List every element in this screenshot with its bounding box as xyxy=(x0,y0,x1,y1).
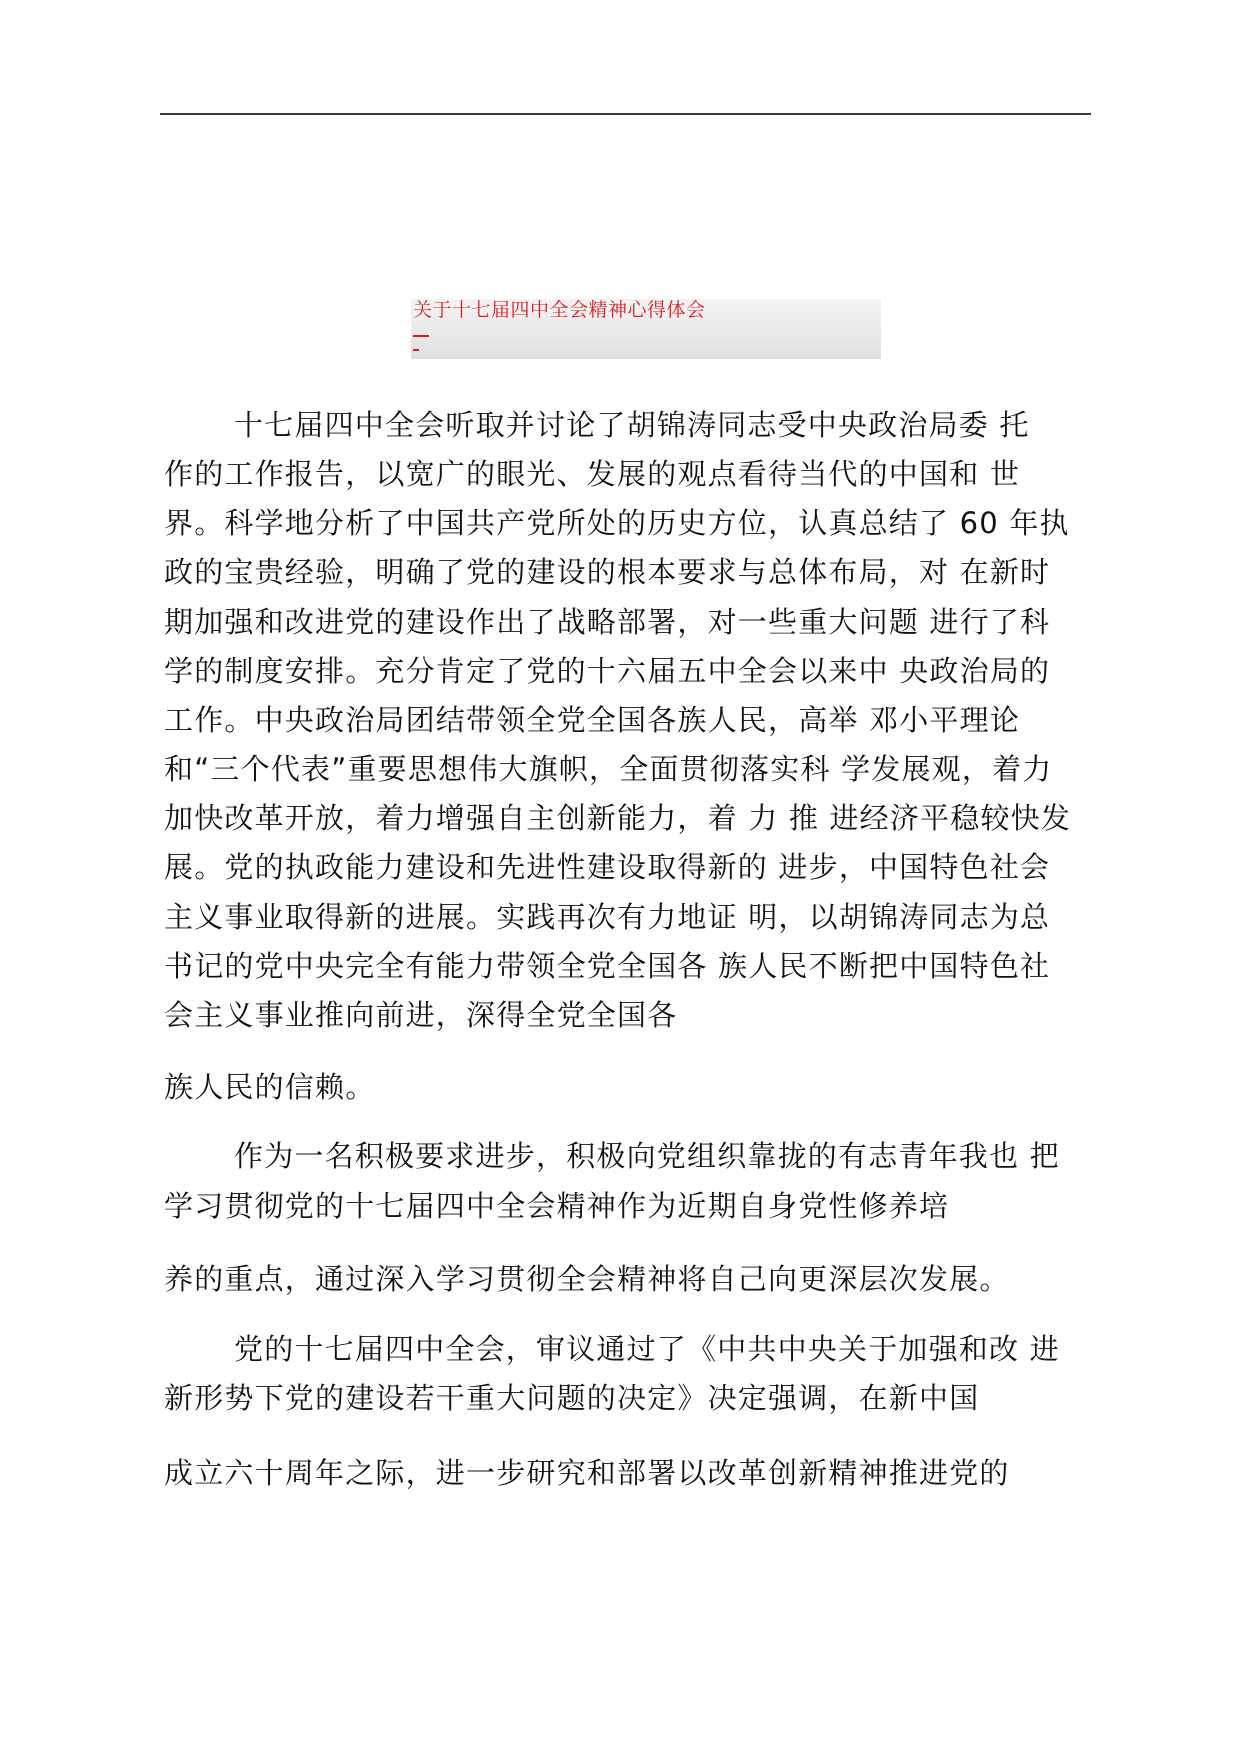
document-title: 关于十七届四中全会精神心得体会 xyxy=(413,299,706,321)
paragraph-line: 作为一名积极要求进步，积极向党组织靠拢的有志青年我也 把 xyxy=(234,1139,1060,1173)
paragraph-line: 展。党的执政能力建设和先进性建设取得新的 进步，中国特色社会 xyxy=(164,850,1051,884)
title-banner xyxy=(411,299,881,359)
paragraph-line: 十七届四中全会听取并讨论了胡锦涛同志受中央政治局委 托 xyxy=(234,408,1030,442)
paragraph-line: 成立六十周年之际，进一步研究和部署以改革创新精神推进党的 xyxy=(164,1456,1010,1490)
paragraph-line: 学的制度安排。充分肯定了党的十六届五中全会以来中 央政治局的 xyxy=(164,654,1051,688)
paragraph-line: 作的工作报告，以宽广的眼光、发展的观点看待当代的中国和 世 xyxy=(164,457,1021,491)
paragraph-line: 期加强和改进党的建设作出了战略部署，对一些重大问题 进行了科 xyxy=(164,605,1051,639)
paragraph-line: 加快改革开放，着力增强自主创新能力，着 力 推 进经济平稳较快发 xyxy=(164,801,1072,835)
paragraph-line: 主义事业取得新的进展。实践再次有力地证 明，以胡锦涛同志为总 xyxy=(164,900,1051,934)
paragraph-line: 党的十七届四中全会，审议通过了《中共中央关于加强和改 进 xyxy=(234,1332,1060,1366)
paragraph-line: 政的宝贵经验，明确了党的建设的根本要求与总体布局，对 在新时 xyxy=(164,555,1051,589)
paragraph-line: 工作。中央政治局团结带领全党全国各族人民，高举 邓小平理论 xyxy=(164,703,1021,737)
paragraph-line: 和“三个代表”重要思想伟大旗帜，全面贯彻落实科 学发展观，着力 xyxy=(164,752,1053,786)
paragraph-line: 会主义事业推向前进，深得全党全国各 xyxy=(164,998,678,1032)
header-rule xyxy=(160,113,1091,115)
paragraph-line: 新形势下党的建设若干重大问题的决定》决定强调，在新中国 xyxy=(164,1381,980,1415)
paragraph-line: 书记的党中央完全有能力带领全党全国各 族人民不断把中国特色社 xyxy=(164,949,1051,983)
paragraph-line: 界。科学地分析了中国共产党所处的历史方位，认真总结了 60 年执 xyxy=(164,506,1070,540)
title-underline-mark xyxy=(413,335,429,337)
title-underline-mark xyxy=(413,349,419,351)
paragraph-line: 学习贯彻党的十七届四中全会精神作为近期自身党性修养培 xyxy=(164,1189,950,1223)
paragraph-line: 养的重点，通过深入学习贯彻全会精神将自己向更深层次发展。 xyxy=(164,1262,1010,1296)
paragraph-line: 族人民的信赖。 xyxy=(164,1070,376,1104)
